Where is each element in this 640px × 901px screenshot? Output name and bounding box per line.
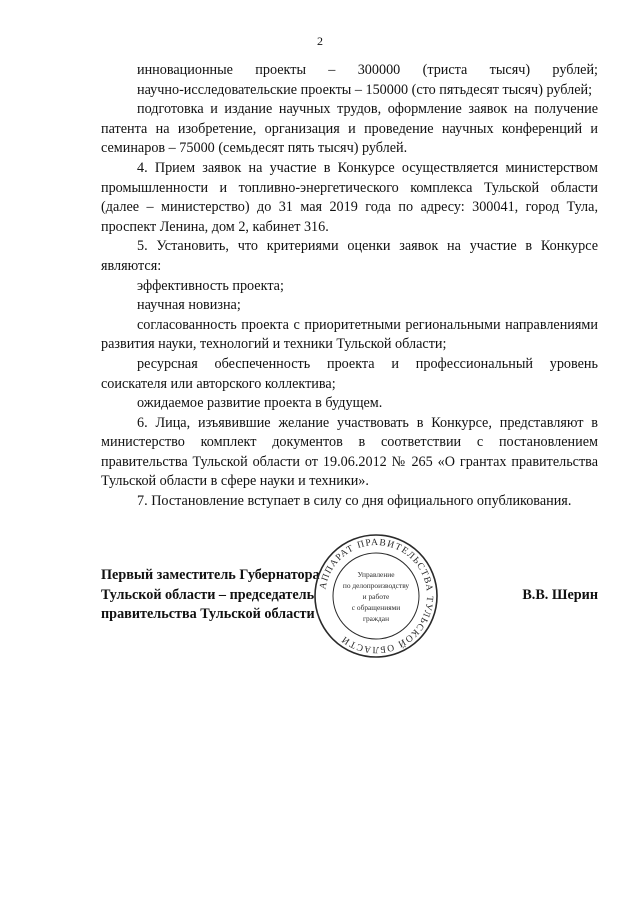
paragraph-research-projects: научно-исследовательские проекты – 150000 (сто пятьдесят тысяч) рублей; xyxy=(137,81,593,98)
stamp-line-3: и работе xyxy=(362,592,390,601)
document-body xyxy=(101,61,598,512)
paragraph-criterion-novelty: научная новизна; xyxy=(137,297,241,314)
paragraph-criterion-efficiency: эффективность проекта; xyxy=(137,277,284,294)
stamp-ring-text-path: АППАРАТ ПРАВИТЕЛЬСТВА ТУЛЬСКОЙ ОБЛАСТИ xyxy=(318,537,435,655)
signatory-title-line-3: правительства Тульской области xyxy=(101,606,315,623)
stamp-line-2: по делопроизводству xyxy=(342,581,410,590)
paragraph-item-7: 7. Постановление вступает в силу со дня официального опубликования. xyxy=(137,493,572,510)
paragraph-item-4: 4. Прием заявок на участие в Конкурсе осуществляется министерством промышленности и топливно-энергетического комплекса Тульской области (далее – министерство) до 31 мая 2019 года по адресу: 300041, город Тула, проспект Ленина, дом 2, кабинет 316. xyxy=(101,159,598,235)
paragraph-item-5: 5. Установить, что критериями оценки заявок на участие в Конкурсе являются: xyxy=(101,238,598,274)
paragraph-criterion-consistency: согласованность проекта с приоритетными региональными направлениями развития науки, технологий и техники Тульской области; xyxy=(101,316,598,353)
paragraph-item-6: 6. Лица, изъявившие желание участвовать в Конкурсе, представляют в министерство комплект документов в соответствии с постановлением правительства Тульской области от 19.06.2012 № 265 «О грантах правительства Тульской области в сфере науки и техники». xyxy=(101,414,598,490)
paragraph-criterion-development: ожидаемое развитие проекта в будущем. xyxy=(137,395,383,412)
paragraph-publications: подготовка и издание научных трудов, оформление заявок на получение патента на изобретение, организация и проведение научных конференций и семинаров – 75000 (семьдесят пять тысяч) рублей. xyxy=(101,101,598,157)
signatory-title-line-2: Тульской области – председатель xyxy=(101,586,315,603)
paragraph-innovative-projects: инновационные проекты – 300000 (триста тысяч) рублей; xyxy=(137,62,598,78)
signatory-name: В.В. Шерин xyxy=(522,586,598,603)
stamp-line-1: Управление xyxy=(357,570,395,579)
stamp-line-5: граждан xyxy=(362,614,390,623)
paragraph-criterion-resources: ресурсная обеспеченность проекта и профессиональный уровень соискателя или авторского коллектива; xyxy=(101,355,598,392)
official-stamp xyxy=(312,532,440,660)
page-number: 2 xyxy=(317,34,323,48)
stamp-line-4: с обращениями xyxy=(351,603,401,612)
signatory-title-line-1: Первый заместитель Губернатора xyxy=(101,567,320,583)
